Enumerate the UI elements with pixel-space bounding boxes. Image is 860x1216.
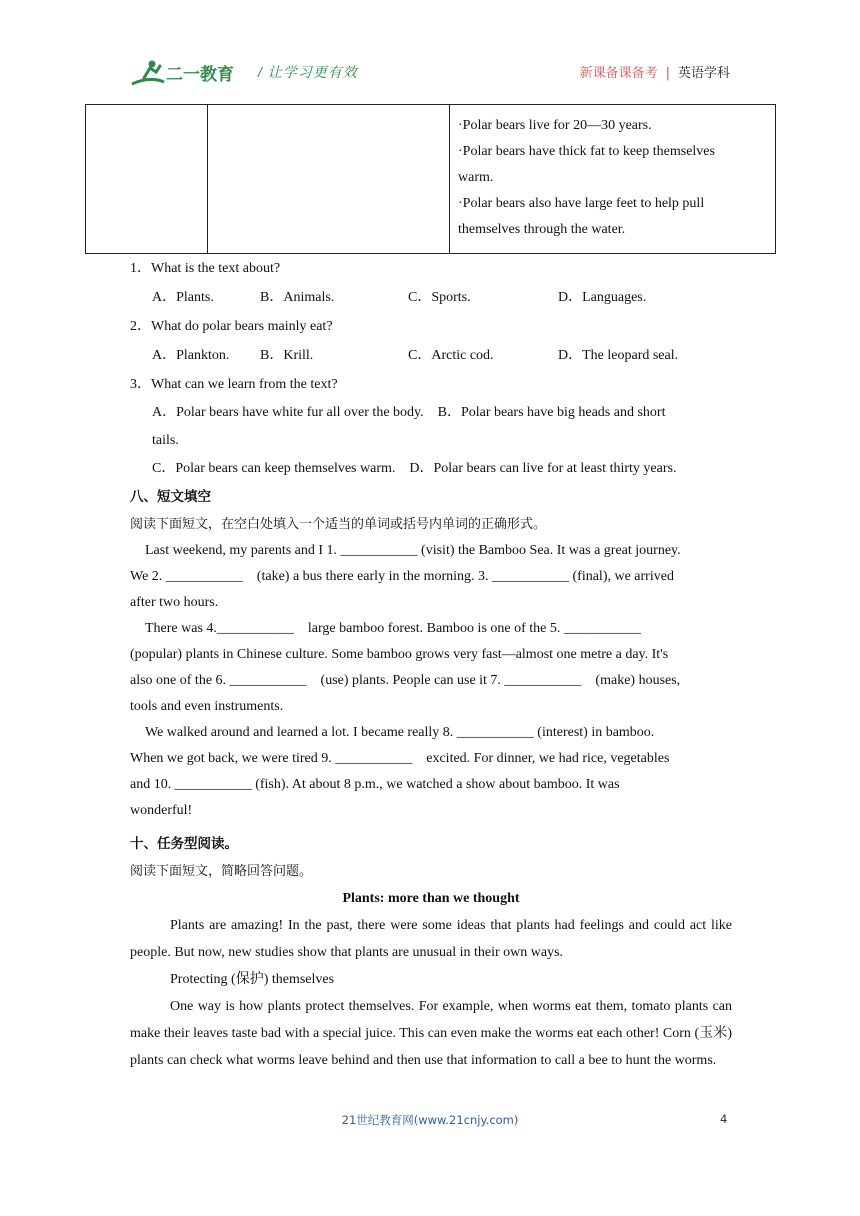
option: B．Krill. [260,348,314,363]
option: C．Arctic cod. [408,348,494,363]
course-label: 新课备课备考 [579,66,658,81]
passage-paragraph: One way is how plants protect themselves. For example, when worms eat them, tomato plants can make their leaves taste bad with a special juice. This can even make the worms eat each other! Corn (玉米) plants can check what worms leave behind and then use that information to call a bee to hunt the worms. [130,999,732,1068]
logo-icon [130,58,240,88]
option-line: tails. [152,433,179,448]
logo-text: 二一教育 [166,65,234,85]
cloze-line: When we got back, we were tired 9. ___________ excited. For dinner, we had rice, vegetables [130,751,670,766]
section-instruction: 阅读下面短文，在空白处填入一个适当的单词或括号内单词的正确形式。 [130,517,547,532]
subject-label: 英语学科 [677,66,730,81]
section-title: 八、短文填空 [130,489,211,505]
cloze-line: We 2. ___________ (take) a bus there early in the morning. 3. ___________ (final), we arrived [130,569,674,584]
header-right [580,62,730,81]
question-options [130,283,732,312]
table-line: ·Polar bears also have large feet to help pull [458,196,705,211]
passage-subheading: Protecting (保护) themselves [170,972,335,987]
cloze-line: after two hours. [130,595,219,610]
section-instruction: 阅读下面短文，简略回答问题。 [130,864,313,879]
slogan: / 让学习更有效 [258,64,358,80]
table-line: themselves through the water. [458,222,626,237]
cloze-passage [130,538,732,824]
option: B．Animals. [260,290,335,305]
passage-title: Plants: more than we thought [342,891,520,906]
option: A．Plants. [152,290,214,305]
page-header [130,56,730,92]
table-line: warm. [458,170,494,185]
question-stem: 1．What is the text about? [130,261,281,276]
cloze-line: Last weekend, my parents and I 1. ___________ (visit) the Bamboo Sea. It was a great journey. [145,543,681,558]
option-line: A．Polar bears have white fur all over the body. B．Polar bears have big heads and short [152,405,666,420]
table-line: ·Polar bears live for 20—30 years. [458,118,652,133]
main-content [130,254,732,1074]
question-options [130,341,732,370]
table-cell-empty-1 [86,105,208,254]
section-title: 十、任务型阅读。 [130,836,238,852]
option: A．Plankton. [152,348,230,363]
page-number: 4 [720,1112,728,1126]
cloze-line: There was 4.___________ large bamboo forest. Bamboo is one of the 5. ___________ [145,621,641,636]
option-line: C．Polar bears can keep themselves warm. D．Polar bears can live for at least thirty years. [152,461,677,476]
table-cell-empty-2 [208,105,450,254]
cloze-line: and 10. ___________ (fish). At about 8 p.m., we watched a show about bamboo. It was [130,777,620,792]
cloze-line: also one of the 6. ___________ (use) plants. People can use it 7. ___________ (make) houses, [130,673,681,688]
question-stem: 2．What do polar bears mainly eat? [130,319,333,334]
cloze-line: We walked around and learned a lot. I became really 8. ___________ (interest) in bamboo. [145,725,655,740]
option: D．Languages. [558,290,647,305]
cloze-line: wonderful! [130,803,193,818]
cloze-line: (popular) plants in Chinese culture. Some bamboo grows very fast—almost one metre a day. It's [130,647,669,662]
option: C．Sports. [408,290,471,305]
cloze-line: tools and even instruments. [130,699,284,714]
table-line: ·Polar bears have thick fat to keep themselves [458,144,715,159]
passage-paragraph: Plants are amazing! In the past, there were some ideas that plants had feelings and could act like people. But now, new studies show that plants are unusual in their own ways. [130,918,732,960]
footer-site: 21世纪教育网(www.21cnjy.com) [341,1113,519,1127]
question-stem: 3．What can we learn from the text? [130,377,338,392]
option: D．The leopard seal. [558,348,679,363]
table-cell-facts [450,105,776,254]
info-table [85,104,776,254]
header-separator: | [665,66,670,81]
